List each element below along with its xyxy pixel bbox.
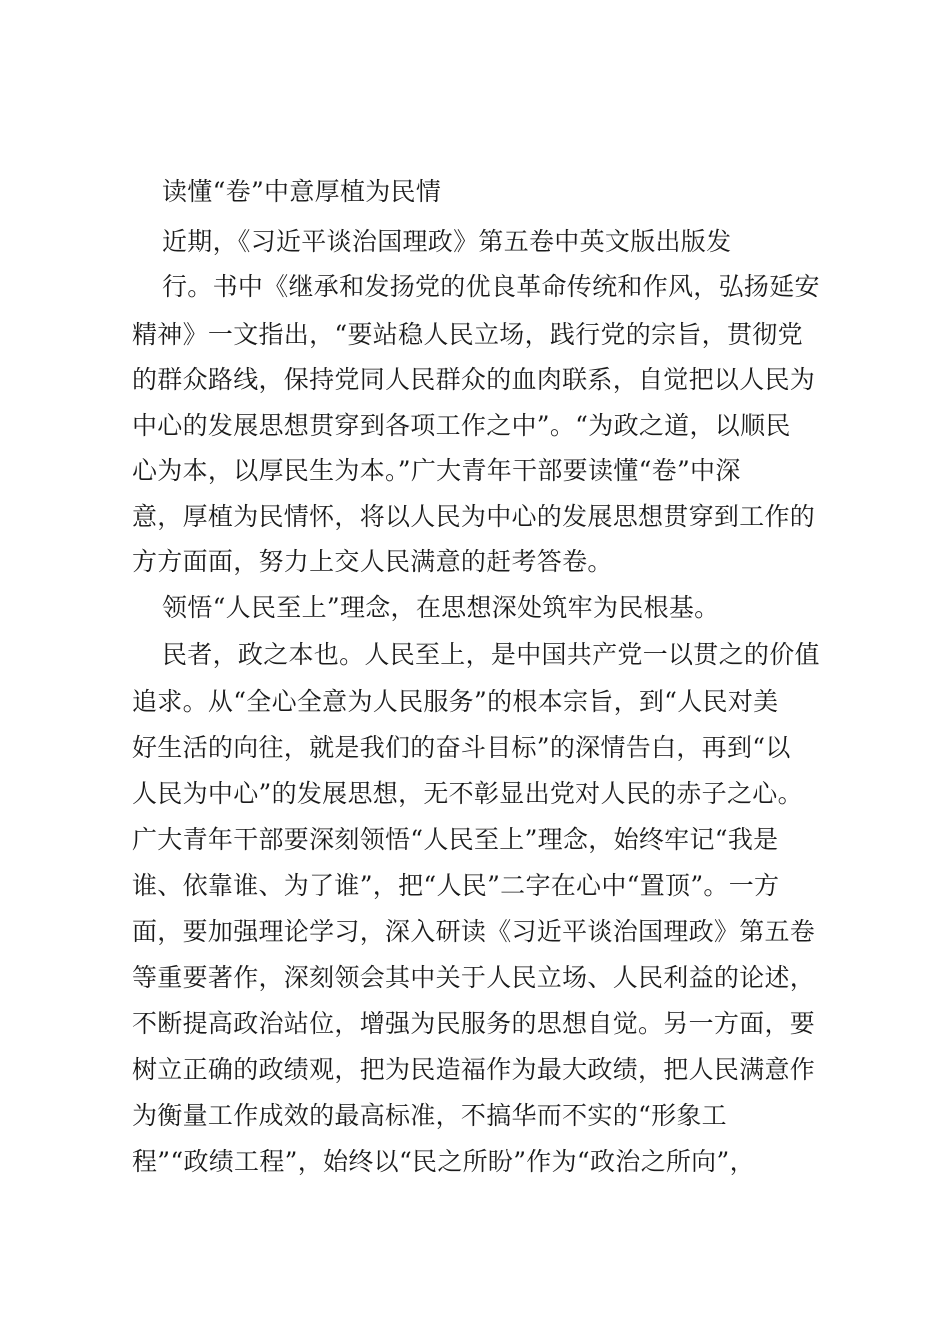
- paragraph-line: 精神》一文指出，“要站稳人民立场，践行党的宗旨，贯彻党: [132, 320, 803, 349]
- section-heading: 领悟“人民至上”理念，在思想深处筑牢为民根基。: [162, 593, 720, 622]
- paragraph-line: 方方面面，努力上交人民满意的赶考答卷。: [132, 547, 613, 576]
- paragraph-line: 的群众路线，保持党同人民群众的血肉联系，自觉把以人民为: [132, 365, 816, 394]
- paragraph-line: 中心的发展思想贯穿到各项工作之中”。“为政之道，以顺民: [132, 411, 791, 440]
- paragraph-line: 为衡量工作成效的最高标准，不搞华而不实的“形象工: [132, 1101, 727, 1130]
- paragraph-line: 面，要加强理论学习，深入研读《习近平谈治国理政》第五卷: [132, 917, 816, 946]
- paragraph-line: 人民为中心”的发展思想，无不彰显出党对人民的赤子之心。: [132, 779, 803, 808]
- document-title: 读懂“卷”中意厚植为民情: [162, 177, 442, 206]
- paragraph-line: 意，厚植为民情怀，将以人民为中心的发展思想贯穿到工作的: [132, 502, 816, 531]
- paragraph-line: 不断提高政治站位，增强为民服务的思想自觉。另一方面，要: [132, 1009, 816, 1038]
- paragraph-line: 程”“政绩工程”，始终以“民之所盼”作为“政治之所向”，: [132, 1147, 755, 1176]
- paragraph-line: 好生活的向往，就是我们的奋斗目标”的深情告白，再到“以: [132, 733, 791, 762]
- paragraph-line: 等重要著作，深刻领会其中关于人民立场、人民利益的论述，: [132, 963, 816, 992]
- paragraph-line: 树立正确的政绩观，把为民造福作为最大政绩，把人民满意作: [132, 1055, 816, 1084]
- paragraph-line: 行。书中《继承和发扬党的优良革命传统和作风，弘扬延安: [162, 272, 820, 301]
- paragraph-line: 广大青年干部要深刻领悟“人民至上”理念，始终牢记“我是: [132, 825, 779, 854]
- paragraph-line: 谁、依靠谁、为了谁”，把“人民”二字在心中“置顶”。一方: [132, 871, 780, 900]
- paragraph-line: 追求。从“全心全意为人民服务”的根本宗旨，到“人民对美: [132, 687, 779, 716]
- paragraph-line: 民者，政之本也。人民至上，是中国共产党一以贯之的价值: [162, 640, 820, 669]
- paragraph-line: 近期，《习近平谈治国理政》第五卷中英文版出版发: [162, 227, 732, 256]
- paragraph-line: 心为本，以厚民生为本。”广大青年干部要读懂“卷”中深: [132, 456, 741, 485]
